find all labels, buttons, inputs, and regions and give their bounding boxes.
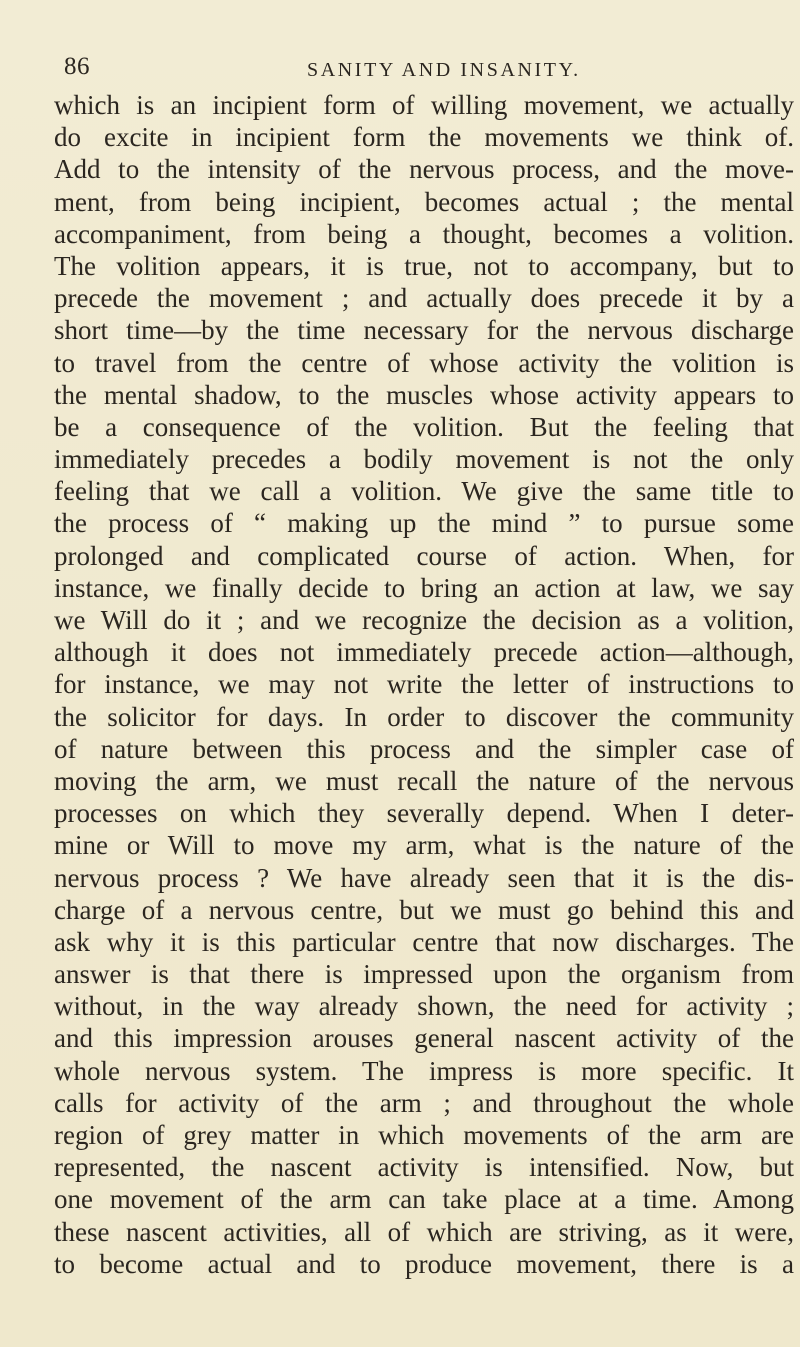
text-line: ment, from being incipient, becomes actual ; the mental	[54, 186, 794, 217]
text-line: we Will do it ; and we recognize the decision as a volition,	[54, 605, 794, 635]
page-header	[64, 52, 764, 88]
text-line: be a consequence of the volition. But the feeling that	[54, 411, 794, 442]
text-line: Add to the intensity of the nervous process, and the move-	[54, 154, 794, 185]
text-line: which is an incipient form of willing movement, we actually	[54, 90, 794, 120]
text-line: to become actual and to produce movement, there is a	[54, 1248, 794, 1279]
text-line: and this impression arouses general nascent activity of the	[54, 1023, 794, 1054]
text-line: one movement of the arm can take place at a time. Among	[54, 1184, 794, 1215]
text-line: answer is that there is impressed upon the organism from	[54, 959, 794, 990]
text-line: do excite in incipient form the movements we think of.	[54, 122, 794, 153]
text-line: prolonged and complicated course of action. When, for	[54, 540, 794, 571]
text-line: processes on which they severally depend. When I deter-	[54, 798, 794, 829]
text-line: instance, we finally decide to bring an action at law, we say	[54, 572, 794, 603]
text-line: whole nervous system. The impress is more specific. It	[54, 1055, 794, 1086]
text-line: region of grey matter in which movements of the arm are	[54, 1120, 794, 1150]
text-line: accompaniment, from being a thought, becomes a volition.	[54, 218, 794, 249]
page-number: 86	[64, 53, 90, 80]
text-line: ask why it is this particular centre that now discharges. The	[54, 926, 794, 957]
body-text	[54, 89, 794, 1280]
text-line: the process of “ making up the mind ” to pursue some	[54, 508, 794, 539]
text-line: the solicitor for days. In order to discover the community	[54, 701, 794, 732]
text-line: The volition appears, it is true, not to accompany, but to	[54, 250, 794, 281]
text-line: charge of a nervous centre, but we must go behind this and	[54, 894, 794, 925]
text-line: precede the movement ; and actually does precede it by a	[54, 283, 794, 314]
text-line: although it does not immediately precede action—although,	[54, 637, 794, 668]
text-line: the mental shadow, to the muscles whose activity appears to	[54, 379, 794, 410]
text-line: mine or Will to move my arm, what is the nature of the	[54, 830, 794, 861]
text-line: moving the arm, we must recall the nature of the nervous	[54, 765, 794, 796]
text-line: feeling that we call a volition. We give the same title to	[54, 476, 794, 507]
text-line: short time—by the time necessary for the nervous discharge	[54, 315, 794, 346]
text-line: immediately precedes a bodily movement is not the only	[54, 444, 794, 475]
text-line: for instance, we may not write the letter of instructions to	[54, 669, 794, 700]
text-line: nervous process ? We have already seen that it is the dis-	[54, 862, 794, 893]
text-line: of nature between this process and the simpler case of	[54, 733, 794, 764]
text-line: without, in the way already shown, the need for activity ;	[54, 991, 794, 1022]
text-line: to travel from the centre of whose activity the volition is	[54, 347, 794, 378]
text-line: these nascent activities, all of which are striving, as it were,	[54, 1216, 794, 1247]
text-line: represented, the nascent activity is intensified. Now, but	[54, 1152, 794, 1183]
running-head: SANITY AND INSANITY.	[307, 59, 581, 81]
text-line: calls for activity of the arm ; and throughout the whole	[54, 1087, 794, 1118]
